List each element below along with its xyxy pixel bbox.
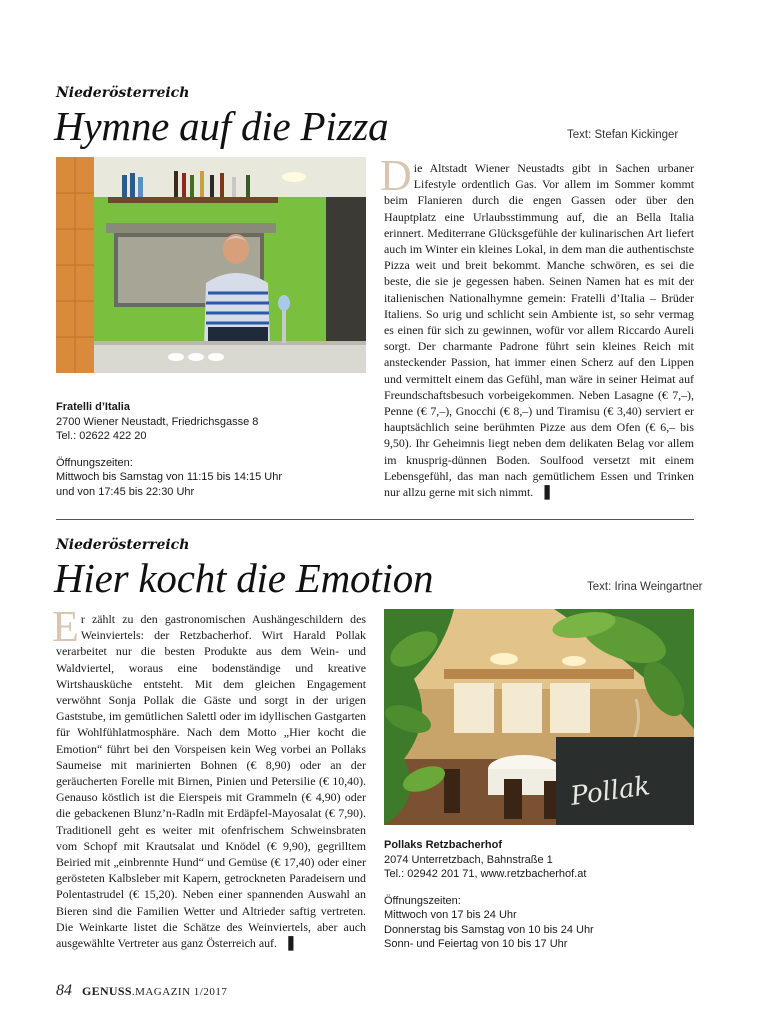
opening-hours-label: Öffnungszeiten: xyxy=(56,456,133,469)
body-text: r zählt zu den gastronomischen Aushängeschildern des Weinviertels: der Retzbacherhof. Wirt Harald Pollak verarbeitet nur die besten Produkte aus dem Wein- und Waldviertel, woraus eine bodenständige und kreative Wirtshausküche entsteht. Mit dem gleichen Engagement verwöhnt Sonja Pollak die Gäste und sorgt in der urigen Gaststube, im gemütlichen Salettl oder im idyllischen Gastgarten für Wohlfühlatmosphäre. Nach dem Motto „Hier kocht die Emotion“ führt bei den Vorspeisen kein Weg vorbei an Pollaks Saumeise mit marinierten Bohnen (€ 8,90) oder an der geräucherten Forelle mit Birnen, Pinien und Petersilie (€ 10,40). Genauso köstlich ist die Eierspeis mit Grammeln (€ 4,90) oder die gebackenen Blunz’n-Radln mit Erdäpfel-Mayosalat (€ 7,90). Traditionell geht es weiter mit ofenfrischem Schweinsbraten vom Schopf mit Krautsalat und Knödel (€ 9,90), gegrilltem Beiried mit „einbrennte Hund“ und Gemüse (€ 17,40) oder einer gerösteten Kalbsleber mit Kapern, getrockneten Paradeisern und Polentastrudel (€ 15,20). Neben einer spannenden Auswahl an Bieren sind die Familien Wetter und Altrieder saftig vertreten. Die Weinkarte listet die Schätze des Weinviertels, aber auch ausgewählte Vertreter aus ganz Österreich auf. xyxy=(56,612,366,951)
article-headline: Hier kocht die Emotion xyxy=(54,555,434,601)
opening-hours-line: Mittwoch bis Samstag von 11:15 bis 14:15 Uhr xyxy=(56,471,283,483)
author-credit: Text: Stefan Kickinger xyxy=(567,129,679,141)
venue-address: 2074 Unterretzbach, Bahnstraße 1 xyxy=(384,853,553,866)
body-text: ie Altstadt Wiener Neustadts gibt in Sachen urbaner Lifestyle ordentlich Gas. Vor allem im Sommer kommt beim Flanieren durch die engen Gassen oder über den Hauptplatz eine Urlaubsstimmung auf, die an Bella Italia erinnert. Mediterrane Glücksgefühle der kulinarischen Art liefert auch im Winter ein kleines Lokal, in dem man die authentischste Pizza weit und breit bekommt. Manche schwören, es sei die beste, die sie je gegessen haben. Seinen Namen hat es mit der italienischen Nationalhymne gemein: Fratelli d’Italia – Brüder Italiens. So urig und schlicht sein Ambiente ist, so sehr vermag es einen für sich zu gewinnen, wofür vor allem Riccardo Aureli sorgt. Der charmante Padrone führt sein kleines Reich mit ansteckender Passion, hat immer einen Scherz auf den Lippen und vermittelt einem das Gefühl, man wäre in seiner Heimat auf Freundschaftsbesuch vorbeigekommen. Neben Lasagne (€ 7,–), Penne (€ 7,–), Gnocchi (€ 8,–) und Tiramisu (€ 3,40) serviert er hauptsächlich seine berühmten Pizze aus dem Ofen (€ 6,– bis 9,50). Ihr Geheimnis liegt neben dem delikaten Belag vor allem im knusprig-dünnen Boden. Soulfood versetzt mit einem Lebensgefühl, das man nach gemütlichem Essen und Trinken nur allzu gerne mit sich nimmt. xyxy=(384,161,694,500)
venue-info xyxy=(384,838,694,952)
drop-cap: E xyxy=(52,602,79,651)
section-divider xyxy=(56,519,694,520)
venue-name: Pollaks Retzbacherhof xyxy=(384,839,502,851)
region-label: Niederösterreich xyxy=(56,537,190,553)
article-body xyxy=(52,602,366,952)
drop-cap: D xyxy=(380,151,412,200)
chalkboard-lettering: Pollak xyxy=(568,771,653,812)
pizzeria-photo xyxy=(56,157,366,373)
page-number: 84 xyxy=(56,982,72,999)
restaurant-photo xyxy=(384,609,694,825)
end-mark: ❚ xyxy=(541,485,553,501)
author-credit: Text: Irina Weingartner xyxy=(587,581,703,593)
opening-hours-line: Donnerstag bis Samstag von 10 bis 24 Uhr xyxy=(384,923,594,936)
magazine-issue: .MAGAZIN 1/2017 xyxy=(131,986,228,998)
restaurant-illustration xyxy=(384,609,694,825)
pizzeria-illustration xyxy=(56,157,366,373)
venue-info xyxy=(56,400,366,499)
opening-hours-line: und von 17:45 bis 22:30 Uhr xyxy=(56,485,195,498)
article-headline: Hymne auf die Pizza xyxy=(54,103,389,149)
venue-phone: Tel.: 02622 422 20 xyxy=(56,430,147,442)
region-label: Niederösterreich xyxy=(56,85,190,101)
opening-hours-line: Sonn- und Feiertag von 10 bis 17 Uhr xyxy=(384,938,568,950)
page-footer xyxy=(56,982,227,1000)
venue-phone: Tel.: 02942 201 71, www.retzbacherhof.at xyxy=(384,868,587,880)
end-mark: ❚ xyxy=(284,936,297,952)
article-body xyxy=(380,151,694,501)
opening-hours-line: Mittwoch von 17 bis 24 Uhr xyxy=(384,909,517,921)
magazine-name: GENUSS xyxy=(82,984,132,998)
venue-address: 2700 Wiener Neustadt, Friedrichsgasse 8 xyxy=(56,415,259,428)
venue-name: Fratelli d’Italia xyxy=(56,401,130,413)
opening-hours-label: Öffnungszeiten: xyxy=(384,894,461,907)
